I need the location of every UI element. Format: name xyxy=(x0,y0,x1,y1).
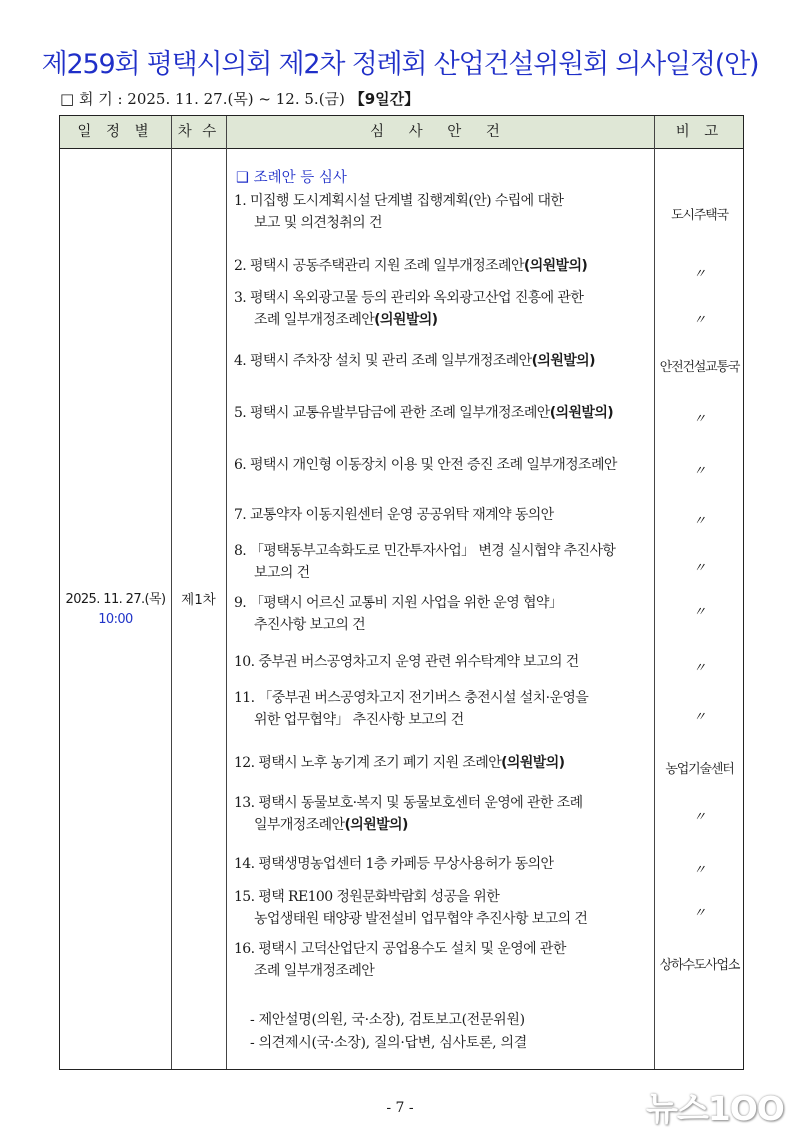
agenda-item-text: 7. 교통약자 이동지원센터 운영 공공위탁 재계약 동의안 xyxy=(234,507,554,523)
procedure-step: - 의견제시(국·소장), 질의·답변, 심사토론, 의결 xyxy=(250,1035,527,1051)
agenda-item-text: 8. 「평택동부고속화도로 민간투자사업」 변경 실시협약 추진사항 xyxy=(234,543,616,559)
agenda-item-text-continued: 농업생태원 태양광 발전설비 업무협약 추진사항 보고의 건 xyxy=(254,910,588,927)
agenda-item-remark: 안전건설교통국 xyxy=(659,360,740,375)
agenda-item-text: 4. 평택시 주차장 설치 및 관리 조례 일부개정조례안 xyxy=(234,353,532,369)
agenda-item xyxy=(234,652,654,674)
agenda-item xyxy=(234,541,654,584)
table-header-row xyxy=(60,116,743,149)
agenda-item-remark: 〃 xyxy=(692,561,706,576)
agenda-item-remark: 〃 xyxy=(692,906,706,921)
agenda-item-remark: 〃 xyxy=(692,605,706,620)
schedule-table xyxy=(59,115,744,1070)
document-title: 제259회 평택시의회 제2차 정례회 산업건설위원회 의사일정(안) xyxy=(41,49,759,80)
agenda-item-text: 5. 평택시 교통유발부담금에 관한 조례 일부개정조례안 xyxy=(234,405,550,421)
agenda-item-text: 1. 미집행 도시계획시설 단계별 집행계획(안) 수립에 대한 xyxy=(234,193,564,209)
agenda-item-text-continued: 위한 업무협약」 추진사항 보고의 건 xyxy=(254,711,464,728)
page-number: - 7 - xyxy=(386,1100,414,1116)
agenda-item-remark: 〃 xyxy=(692,464,706,479)
agenda-item-remark: 상하수도사업소 xyxy=(659,958,740,973)
member-proposal-tag: (의원발의) xyxy=(531,353,595,369)
agenda-item xyxy=(234,288,654,331)
agenda-item-text-continued: 조례 일부개정조례안 xyxy=(254,962,375,979)
period-days: 【9일간】 xyxy=(349,90,420,108)
agenda-item xyxy=(234,887,654,930)
agenda-item-text: 15. 평택 RE100 정원문화박람회 성공을 위한 xyxy=(234,889,500,905)
agenda-item-text-continued: 추진사항 보고의 건 xyxy=(254,616,366,633)
agenda-item-remark: 〃 xyxy=(692,710,706,725)
time-line: 10:00 xyxy=(98,612,133,627)
session-period xyxy=(60,88,419,109)
agenda-item-text: 2. 평택시 공동주택관리 지원 조례 일부개정조례안 xyxy=(234,258,524,274)
agenda-item-remark: 〃 xyxy=(692,267,706,282)
agenda-item xyxy=(234,256,654,278)
agenda-item-text: 10. 중부권 버스공영차고지 운영 관련 위수탁계약 보고의 건 xyxy=(234,654,579,670)
agenda-item xyxy=(234,793,654,836)
agenda-item-text: 11. 「중부권 버스공영차고지 전기버스 충전시설 설치·운영을 xyxy=(234,690,589,706)
agenda-item-text-continued: 보고의 건 xyxy=(254,564,310,581)
agenda-item-text: 9. 「평택시 어르신 교통비 지원 사업을 위한 운영 협약」 xyxy=(234,595,563,611)
agenda-item-text: 16. 평택시 고덕산업단지 공업용수도 설치 및 운영에 관한 xyxy=(234,941,566,957)
agenda-item xyxy=(234,455,654,477)
procedure-step: - 제안설명(의원, 국·소장), 검토보고(전문위원) xyxy=(250,1012,525,1028)
agenda-item xyxy=(234,753,654,775)
column-divider xyxy=(654,116,655,1069)
section-title: ❑ 조례안 등 심사 xyxy=(236,170,347,186)
agenda-item xyxy=(234,403,654,425)
agenda-item-text-continued: 일부개정조례안(의원발의) xyxy=(254,816,408,833)
agenda-item-remark: 〃 xyxy=(692,661,706,676)
header-agenda: 심 사 안 건 xyxy=(370,124,510,140)
member-proposal-tag: (의원발의) xyxy=(549,405,614,421)
member-proposal-tag: (의원발의) xyxy=(523,258,588,274)
agenda-item-text: 12. 평택시 노후 농기계 조기 폐기 지원 조례안 xyxy=(234,755,502,771)
agenda-item xyxy=(234,191,654,234)
agenda-item-text: 3. 평택시 옥외광고물 등의 관리와 옥외광고산업 진흥에 관한 xyxy=(234,290,584,306)
agenda-item-text-continued: 조례 일부개정조례안(의원발의) xyxy=(254,311,438,328)
session-number: 제1차 xyxy=(181,592,216,608)
agenda-item-remark: 농업기술센터 xyxy=(665,762,734,777)
agenda-item xyxy=(234,505,654,527)
agenda-item-remark: 〃 xyxy=(692,810,706,825)
header-remarks: 비 고 xyxy=(675,124,724,140)
header-session: 차 수 xyxy=(177,124,220,140)
column-divider xyxy=(226,116,227,1069)
agenda-item xyxy=(234,593,654,636)
date-line: 2025. 11. 27.(목) xyxy=(65,592,166,607)
member-proposal-tag: (의원발의) xyxy=(344,816,408,833)
agenda-item-text: 14. 평택생명농업센터 1층 카페등 무상사용허가 동의안 xyxy=(234,856,554,872)
agenda-item-remark: 〃 xyxy=(692,313,706,328)
agenda-item xyxy=(234,688,654,731)
member-proposal-tag: (의원발의) xyxy=(501,755,565,771)
watermark-logo: 뉴스1OO xyxy=(646,1089,784,1128)
agenda-item-remark: 〃 xyxy=(692,412,706,427)
agenda-item-text: 6. 평택시 개인형 이동장치 이용 및 안전 증진 조례 일부개정조례안 xyxy=(234,457,617,473)
agenda-item xyxy=(234,854,654,876)
period-dates: □ 회 기 : 2025. 11. 27.(목) ~ 12. 5.(금) xyxy=(60,90,345,108)
agenda-item-remark: 도시주택국 xyxy=(671,208,728,223)
agenda-item-text: 13. 평택시 동물보호·복지 및 동물보호센터 운영에 관한 조례 xyxy=(234,795,583,811)
agenda-item-text-continued: 보고 및 의견청취의 건 xyxy=(254,214,382,231)
agenda-item xyxy=(234,939,654,982)
header-schedule: 일 정 별 xyxy=(77,124,154,140)
member-proposal-tag: (의원발의) xyxy=(374,311,438,328)
agenda-item-remark: 〃 xyxy=(692,863,706,878)
agenda-item xyxy=(234,351,654,373)
schedule-date xyxy=(60,590,171,630)
agenda-item-remark: 〃 xyxy=(692,514,706,529)
